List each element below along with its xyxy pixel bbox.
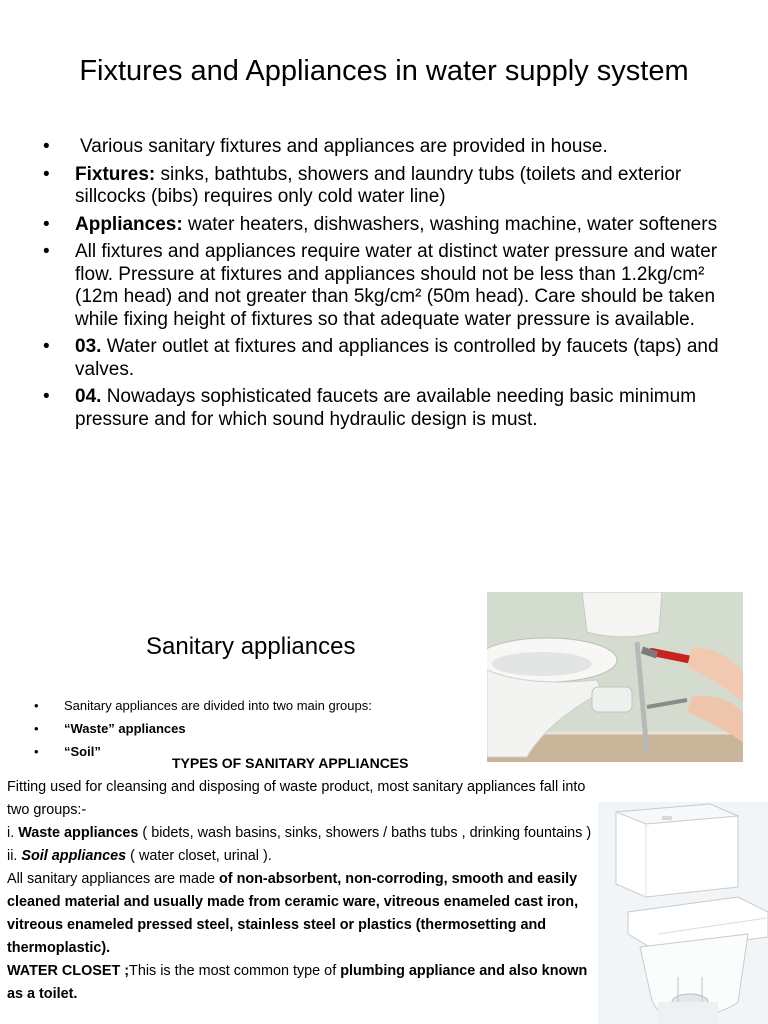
soil-appliances-line: ii. Soil appliances ( water closet, urinal ). <box>7 848 272 864</box>
water-closet-paragraph: WATER CLOSET ;This is the most common type of plumbing appliance and also known as a toilet. <box>7 963 588 1002</box>
bullet-item: • Appliances: water heaters, dishwashers, washing machine, water softeners <box>40 214 730 237</box>
bullet-item: • Sanitary appliances are divided into two main groups: <box>34 694 372 717</box>
plumber-toilet-photo <box>487 592 743 762</box>
sanitary-bullet-list <box>34 694 372 763</box>
section-title: Sanitary appliances <box>146 633 356 660</box>
bullet-item: • “Waste” appliances <box>34 717 372 740</box>
material-paragraph: All sanitary appliances are made of non-absorbent, non-corroding, smooth and easily cleaned material and usually made from ceramic ware, vitreous enameled cast iron, vitreous enameled pressed steel, stainless steel or plastics (thermosetting and thermoplastic). <box>7 871 579 956</box>
types-heading: TYPES OF SANITARY APPLIANCES <box>172 755 409 771</box>
white-toilet-photo <box>598 802 768 1024</box>
plumber-toilet-illustration <box>487 592 743 762</box>
bullet-item: • 04. Nowadays sophisticated faucets are available needing basic minimum pressure and for which sound hydraulic design is must. <box>40 386 730 431</box>
body-text <box>7 776 597 1006</box>
bullet-item: • All fixtures and appliances require water at distinct water pressure and water flow. Pressure at fixtures and appliances should not be less than 1.2kg/cm² (12m head) and not greater than 5kg/cm² (50m head). Care should be taken while fixing height of fixtures so that adequate water pressure is available. <box>40 241 730 331</box>
waste-appliances-line: i. Waste appliances ( bidets, wash basins, sinks, showers / baths tubs , drinking fountains ) <box>7 825 592 841</box>
bullet-item: • “Soil” <box>34 740 372 763</box>
bullet-item: • Fixtures: sinks, bathtubs, showers and laundry tubs (toilets and exterior sillcocks (bibs) requires only cold water line) <box>40 164 730 209</box>
toilet-illustration <box>598 802 768 1024</box>
bullet-item: • Various sanitary fixtures and appliances are provided in house. <box>40 136 730 159</box>
intro-paragraph: Fitting used for cleansing and disposing of waste product, most sanitary appliances fall into two groups:- <box>7 779 586 818</box>
bullet-item: • 03. Water outlet at fixtures and appliances is controlled by faucets (taps) and valves. <box>40 336 730 381</box>
page-title: Fixtures and Appliances in water supply system <box>79 55 689 87</box>
fixtures-bullet-list <box>40 136 730 436</box>
